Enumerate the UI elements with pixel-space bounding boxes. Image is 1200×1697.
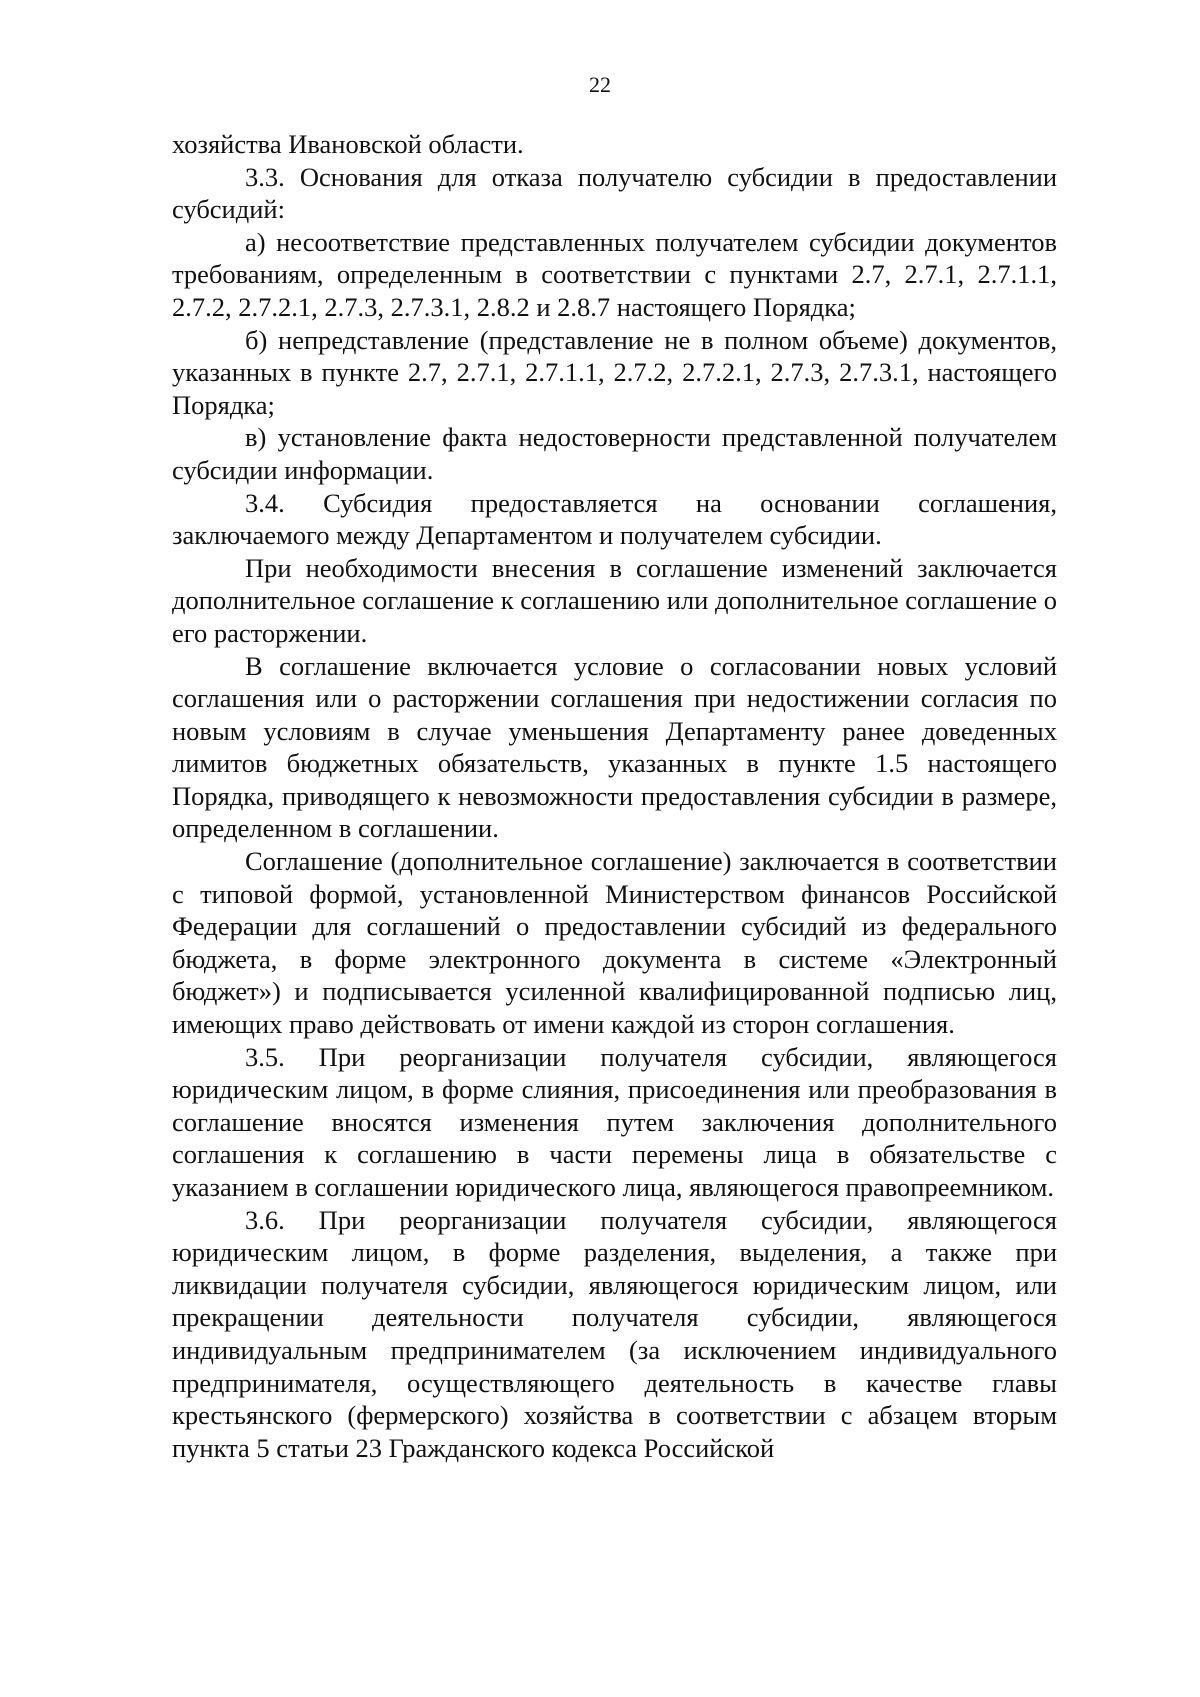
paragraph: 3.6. При реорганизации получателя субсидии, являющегося юридическим лицом, в форме разделения, выделения, а также при ликвидации получателя субсидии, являющегося юридическим лицом, или прекращении деятельности получателя субсидии, являющегося индивидуальным предпринимателем (за исключением индивидуального предпринимателя, осуществляющего деятельность в качестве главы крестьянского (фермерского) хозяйства в соответствии с абзацем вторым пункта 5 статьи 23 Гражданского кодекса Российской [172,1204,1057,1463]
paragraph: Соглашение (дополнительное соглашение) заключается в соответствии с типовой формой, установленной Министерством финансов Российской Федерации для соглашений о предоставлении субсидий из федерального бюджета, в форме электронного документа в системе «Электронный бюджет») и подписывается усиленной квалифицированной подписью лиц, имеющих право действовать от имени каждой из сторон соглашения. [172,846,1057,1040]
paragraph: а) несоответствие представленных получателем субсидии документов требованиям, определенным в соответствии с пунктами 2.7, 2.7.1, 2.7.1.1, 2.7.2, 2.7.2.1, 2.7.3, 2.7.3.1, 2.8.2 и 2.8.7 настоящего Порядка; [172,226,1057,322]
paragraph: При необходимости внесения в соглашение изменений заключается дополнительное соглашение к соглашению или дополнительное соглашение о его расторжении. [172,552,1057,648]
page-number: 22 [589,72,611,97]
paragraph: в) установление факта недостоверности представленной получателем субсидии информации. [172,422,1057,485]
paragraph: В соглашение включается условие о согласовании новых условий соглашения или о расторжении соглашения при недостижении согласия по новым условиям в случае уменьшения Департаменту ранее доведенных лимитов бюджетных обязательств, указанных в пункте 1.5 настоящего Порядка, приводящего к невозможности предоставления субсидии в размере, определенном в соглашении. [172,650,1057,844]
paragraph: 3.5. При реорганизации получателя субсидии, являющегося юридическим лицом, в форме слияния, присоединения или преобразования в соглашение вносятся изменения путем заключения дополнительного соглашения к соглашению в части перемены лица в обязательстве с указанием в соглашении юридического лица, являющегося правопреемником. [172,1041,1057,1202]
paragraph: б) непредставление (представление не в полном объеме) документов, указанных в пункте 2.7, 2.7.1, 2.7.1.1, 2.7.2, 2.7.2.1, 2.7.3, 2.7.3.1, настоящего Порядка; [172,324,1057,420]
paragraph: 3.4. Субсидия предоставляется на основании соглашения, заключаемого между Департаментом и получателем субсидии. [172,487,1057,551]
document-body [172,128,1057,1464]
paragraph: 3.3. Основания для отказа получателю субсидии в предоставлении субсидий: [172,161,1057,225]
paragraph: хозяйства Ивановской области. [172,129,524,159]
